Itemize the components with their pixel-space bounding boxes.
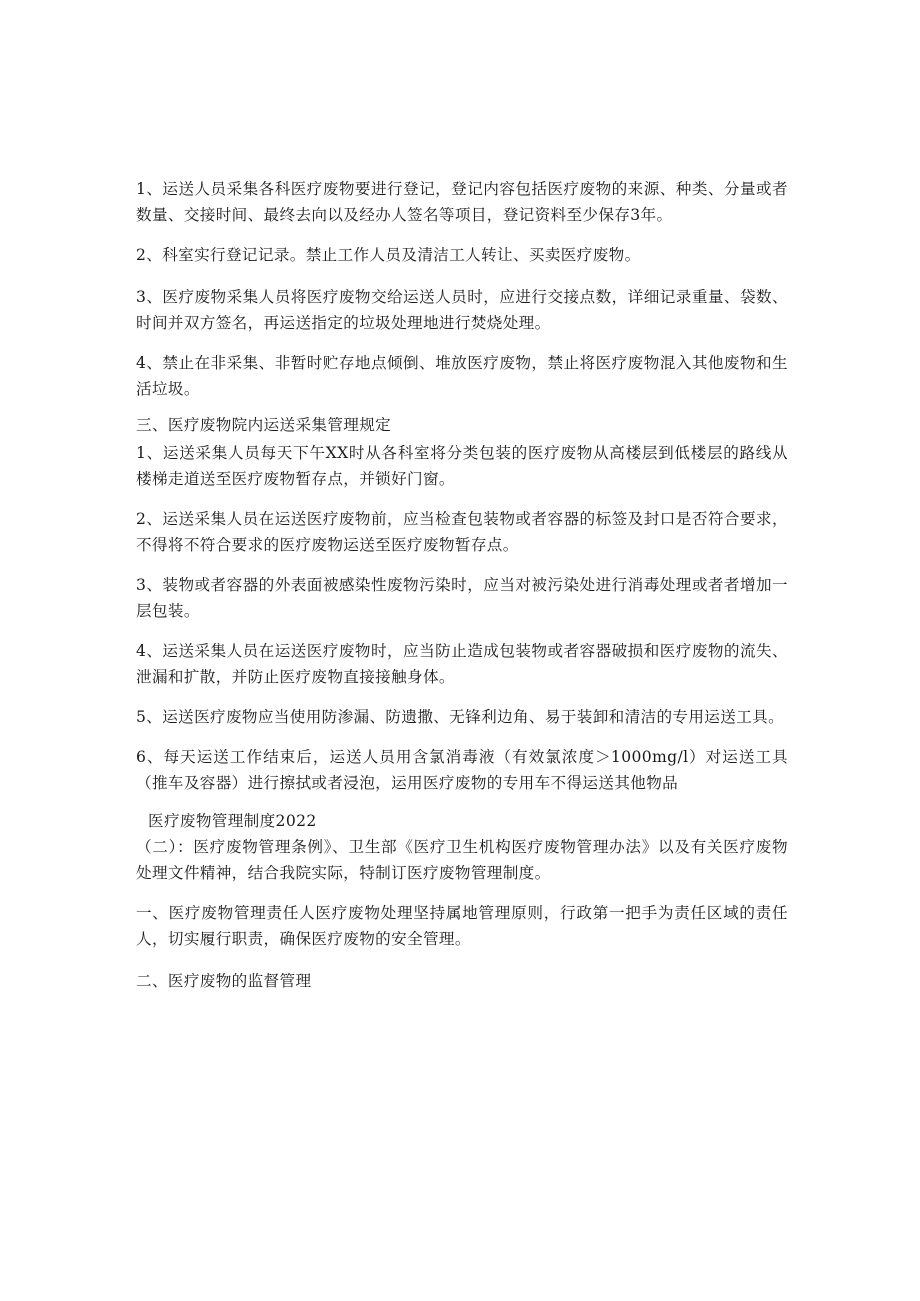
- section-three-item-1: 1、运送采集人员每天下午XX时从各科室将分类包装的医疗废物从高楼层到低楼层的路线从楼梯走道送至医疗废物暂存点，并锁好门窗。: [136, 444, 788, 488]
- upper-paragraph-3: 3、医疗废物采集人员将医疗废物交给运送人员时，应进行交接点数，详细记录重量、袋数、时间并双方签名，再运送指定的垃圾处理地进行焚烧处理。: [136, 288, 788, 332]
- upper-paragraph-2: 2、科室实行登记记录。禁止工作人员及清洁工人转让、买卖医疗废物。: [136, 246, 641, 264]
- policy-point-two: 二、医疗废物的监督管理: [136, 972, 312, 990]
- policy-intro: （二）：医疗废物管理条例》、卫生部《医疗卫生机构医疗废物管理办法》以及有关医疗废物处理文件精神，结合我院实际，特制订医疗废物管理制度。: [136, 838, 788, 882]
- policy-title: 医疗废物管理制度2022: [148, 812, 317, 830]
- section-three-item-4: 4、运送采集人员在运送医疗废物时，应当防止造成包装物或者容器破损和医疗废物的流失、泄漏和扩散，并防止医疗废物直接接触身体。: [136, 642, 788, 686]
- section-three-item-3: 3、装物或者容器的外表面被感染性废物污染时，应当对被污染处进行消毒处理或者者增加一层包装。: [136, 576, 788, 620]
- section-three-item-6: 6、每天运送工作结束后，运送人员用含氯消毒液（有效氯浓度＞1000mg∕l）对运送工具（推车及容器）进行擦拭或者浸泡，运用医疗废物的专用车不得运送其他物品: [136, 748, 788, 792]
- upper-paragraph-1: 1、运送人员采集各科医疗废物要进行登记，登记内容包括医疗废物的来源、种类、分量或者数量、交接时间、最终去向以及经办人签名等项目，登记资料至少保存3年。: [136, 180, 788, 224]
- section-three-item-2: 2、运送采集人员在运送医疗废物前，应当检查包装物或者容器的标签及封口是否符合要求，不得将不符合要求的医疗废物运送至医疗废物暂存点。: [136, 510, 788, 554]
- section-three-item-5: 5、运送医疗废物应当使用防渗漏、防遗撒、无锋利边角、易于装卸和清洁的专用运送工具。: [136, 708, 785, 726]
- policy-point-one: 一、医疗废物管理责任人医疗废物处理坚持属地管理原则，行政第一把手为责任区域的责任人，切实履行职责，确保医疗废物的安全管理。: [136, 904, 788, 948]
- section-three-title: 三、医疗废物院内运送采集管理规定: [136, 416, 392, 434]
- upper-paragraph-4: 4、禁止在非采集、非暂时贮存地点倾倒、堆放医疗废物，禁止将医疗废物混入其他废物和生活垃圾。: [136, 354, 788, 398]
- document-page: [136, 176, 788, 994]
